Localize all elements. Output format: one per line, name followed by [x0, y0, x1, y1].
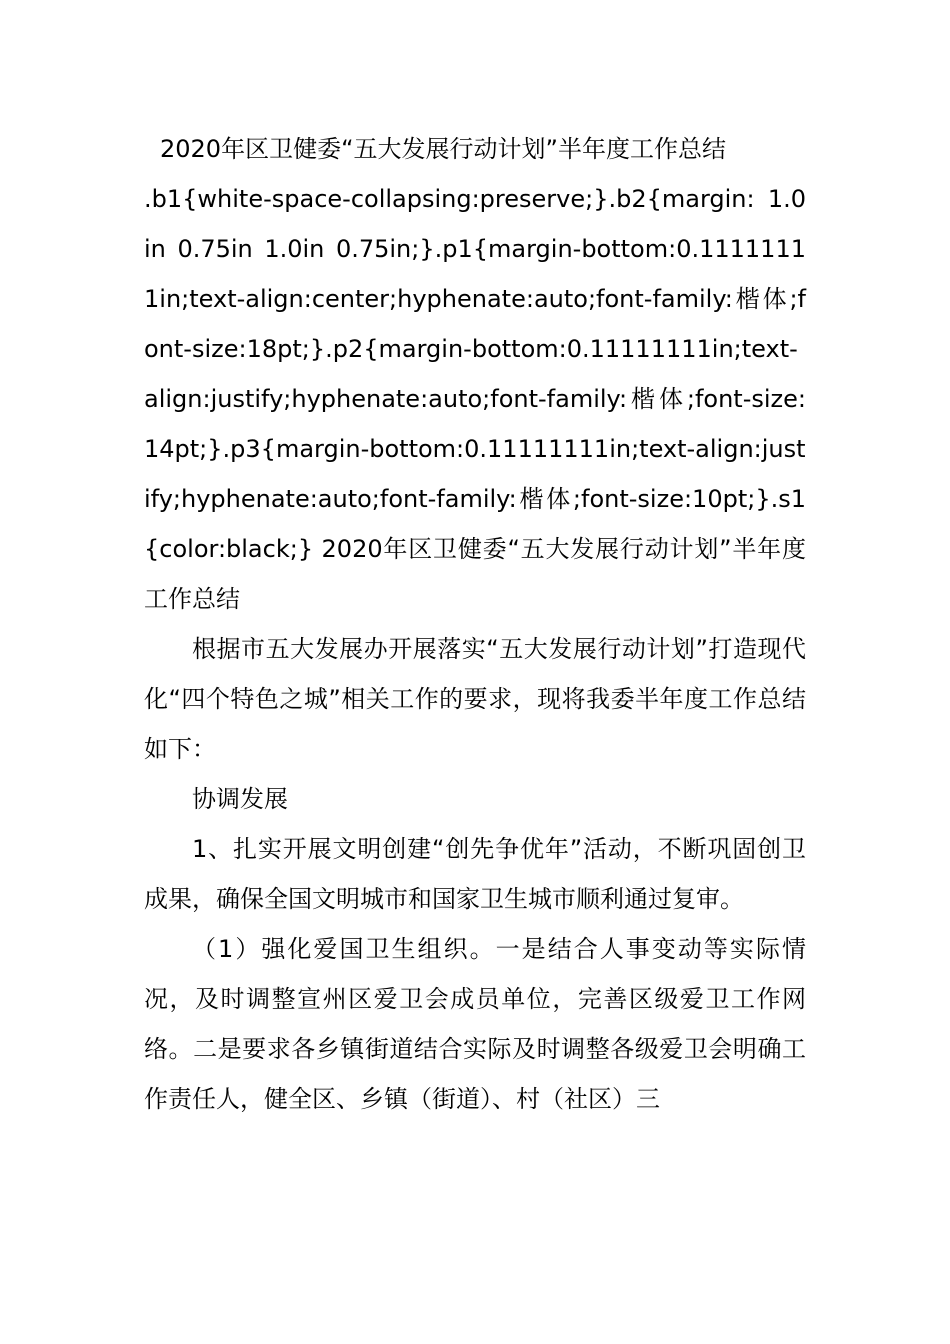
- document-title: 2020年区卫健委“五大发展行动计划”半年度工作总结: [160, 135, 726, 163]
- body-paragraph-item-1-1: （1）强化爱国卫生组织。一是结合人事变动等实际情况，及时调整宣州区爱卫会成员单位，完善区级爱卫工作网络。二是要求各乡镇街道结合实际及时调整各级爱卫会明确工作责任人，健全区、乡镇（街道）、村（社区）三: [144, 935, 806, 1113]
- section-heading-coordinated-development: 协调发展: [192, 785, 288, 813]
- leaked-css-text: .b1{white-space-collapsing:preserve;}.b2{margin: 1.0in 0.75in 1.0in 0.75in;}.p1{margin-bottom:0.11111111in;text-align:center;hyphenate:auto;font-family:楷体;font-size:18pt;}.p2{margin-bottom:0.11111111in;text-align:justify;hyphenate:auto;font-family:楷体;font-size:14pt;}.p3{margin-bottom:0.11111111in;text-align:justify;hyphenate:auto;font-family:楷体;font-size:10pt;}.s1{color:black;} 2020年区卫健委“五大发展行动计划”半年度工作总结: [144, 185, 806, 613]
- body-paragraph-intro: 根据市五大发展办开展落实“五大发展行动计划”打造现代化“四个特色之城”相关工作的要求，现将我委半年度工作总结如下：: [144, 635, 806, 763]
- body-paragraph-item-1: 1、扎实开展文明创建“创先争优年”活动，不断巩固创卫成果，确保全国文明城市和国家卫生城市顺利通过复审。: [144, 835, 806, 913]
- document-page: [144, 124, 806, 1124]
